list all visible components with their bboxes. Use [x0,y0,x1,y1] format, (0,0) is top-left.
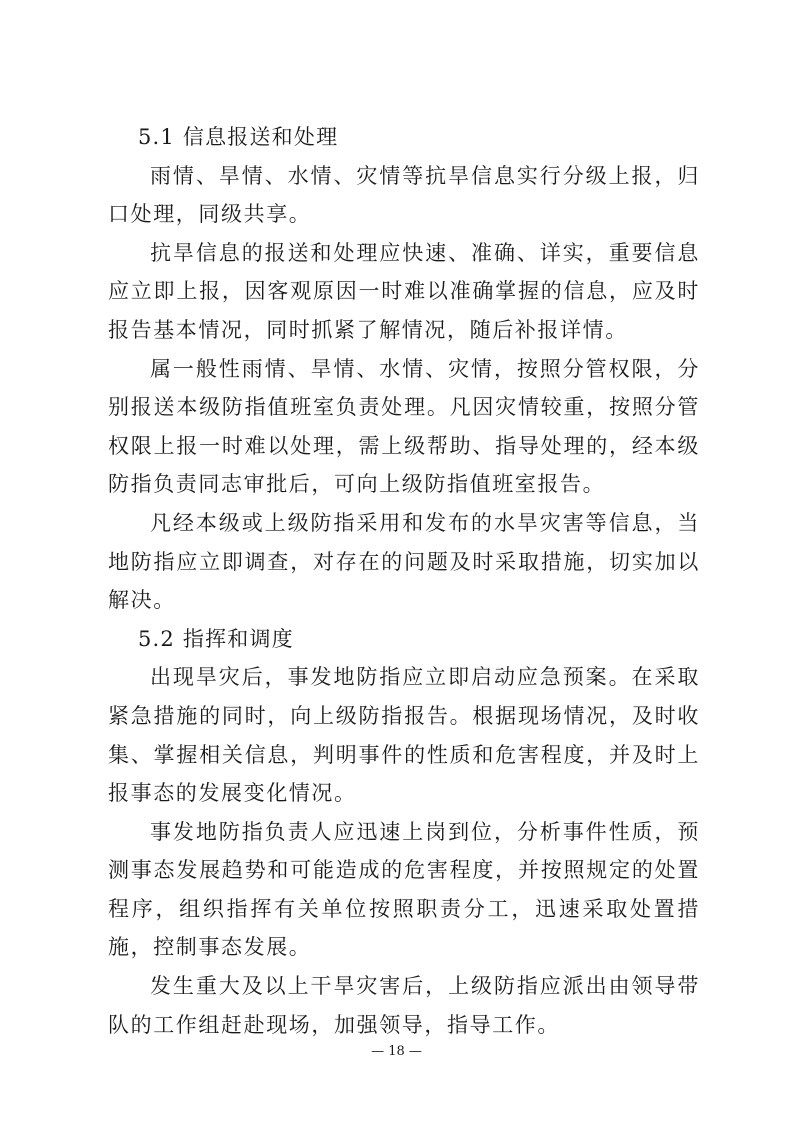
paragraph: 凡经本级或上级防指采用和发布的水旱灾害等信息，当地防指应立即调查，对存在的问题及时采取措施，切实加以解决。 [108,510,700,613]
paragraph: 雨情、旱情、水情、灾情等抗旱信息实行分级上报，归口处理，同级共享。 [108,163,700,227]
section-5-1 [108,118,700,620]
page-number: — 18 — [371,1044,422,1059]
section-heading: 5.2 指挥和调度 [138,626,294,651]
paragraph: 抗旱信息的报送和处理应快速、准确、详实，重要信息应立即上报，因客观原因一时难以准确掌握的信息，应及时报告基本情况，同时抓紧了解情况，随后补报详情。 [108,240,700,342]
paragraph: 属一般性雨情、旱情、水情、灾情，按照分管权限，分别报送本级防指值班室负责处理。凡因灾情较重，按照分管权限上报一时难以处理，需上级帮助、指导处理的，经本级防指负责同志审批后，可向上级防指值班室报告。 [108,356,700,497]
section-5-2 [108,620,700,1045]
paragraph: 出现旱灾后，事发地防指应立即启动应急预案。在采取紧急措施的同时，向上级防指报告。根据现场情况，及时收集、掌握相关信息，判明事件的性质和危害程度，并及时上报事态的发展变化情况。 [108,665,700,806]
paragraph: 发生重大及以上干旱灾害后，上级防指应派出由领导带队的工作组赶赴现场，加强领导，指导工作。 [108,974,700,1037]
document-body [108,118,700,1044]
paragraph: 事发地防指负责人应迅速上岗到位，分析事件性质，预测事态发展趋势和可能造成的危害程度，并按照规定的处置程序，组织指挥有关单位按照职责分工，迅速采取处置措施，控制事态发展。 [108,819,700,960]
section-heading: 5.1 信息报送和处理 [138,125,339,149]
